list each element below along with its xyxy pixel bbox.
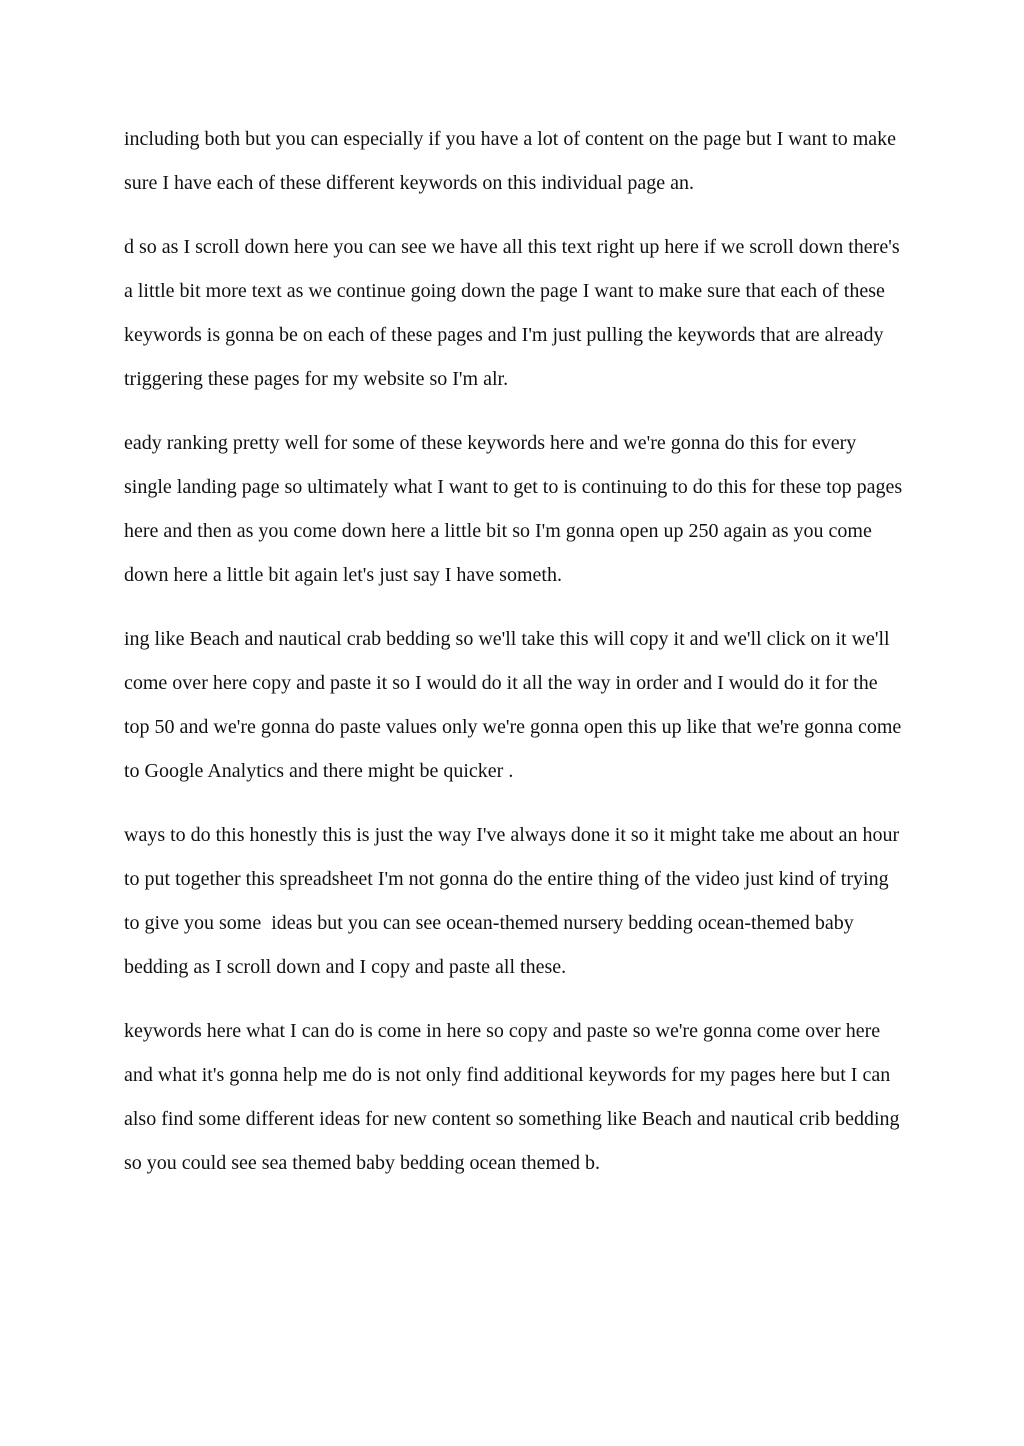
paragraph-5: ways to do this honestly this is just the way I've always done it so it might take me about an hour to put together this spreadsheet I'm not gonna do the entire thing of the video just kind of trying to give you some ideas but you can see ocean-themed nursery bedding ocean-themed baby bedding as I scroll down and I copy and paste all these. <box>124 824 905 978</box>
paragraph-2: d so as I scroll down here you can see we have all this text right up here if we scroll down there's a little bit more text as we continue going down the page I want to make sure that each of these keywords is gonna be on each of these pages and I'm just pulling the keywords that are already triggering these pages for my website so I'm alr. <box>124 236 905 390</box>
paragraph-3: eady ranking pretty well for some of these keywords here and we're gonna do this for every single landing page so ultimately what I want to get to is continuing to do this for these top pages here and then as you come down here a little bit so I'm gonna open up 250 again as you come down here a little bit again let's just say I have someth. <box>124 432 908 586</box>
document-body <box>124 117 908 1205</box>
paragraph-1: including both but you can especially if you have a lot of content on the page but I want to make sure I have each of these different keywords on this individual page an. <box>124 128 902 194</box>
paragraph-4: ing like Beach and nautical crab bedding so we'll take this will copy it and we'll click on it we'll come over here copy and paste it so I would do it all the way in order and I would do it for the top 50 and we're gonna do paste values only we're gonna open this up like that we're gonna come to Google Analytics and there might be quicker . <box>124 628 907 782</box>
paragraph-6: keywords here what I can do is come in here so copy and paste so we're gonna come over here and what it's gonna help me do is not only find additional keywords for my pages here but I can also find some different ideas for new content so something like Beach and nautical crib bedding so you could see sea themed baby bedding ocean themed b. <box>124 1020 905 1174</box>
